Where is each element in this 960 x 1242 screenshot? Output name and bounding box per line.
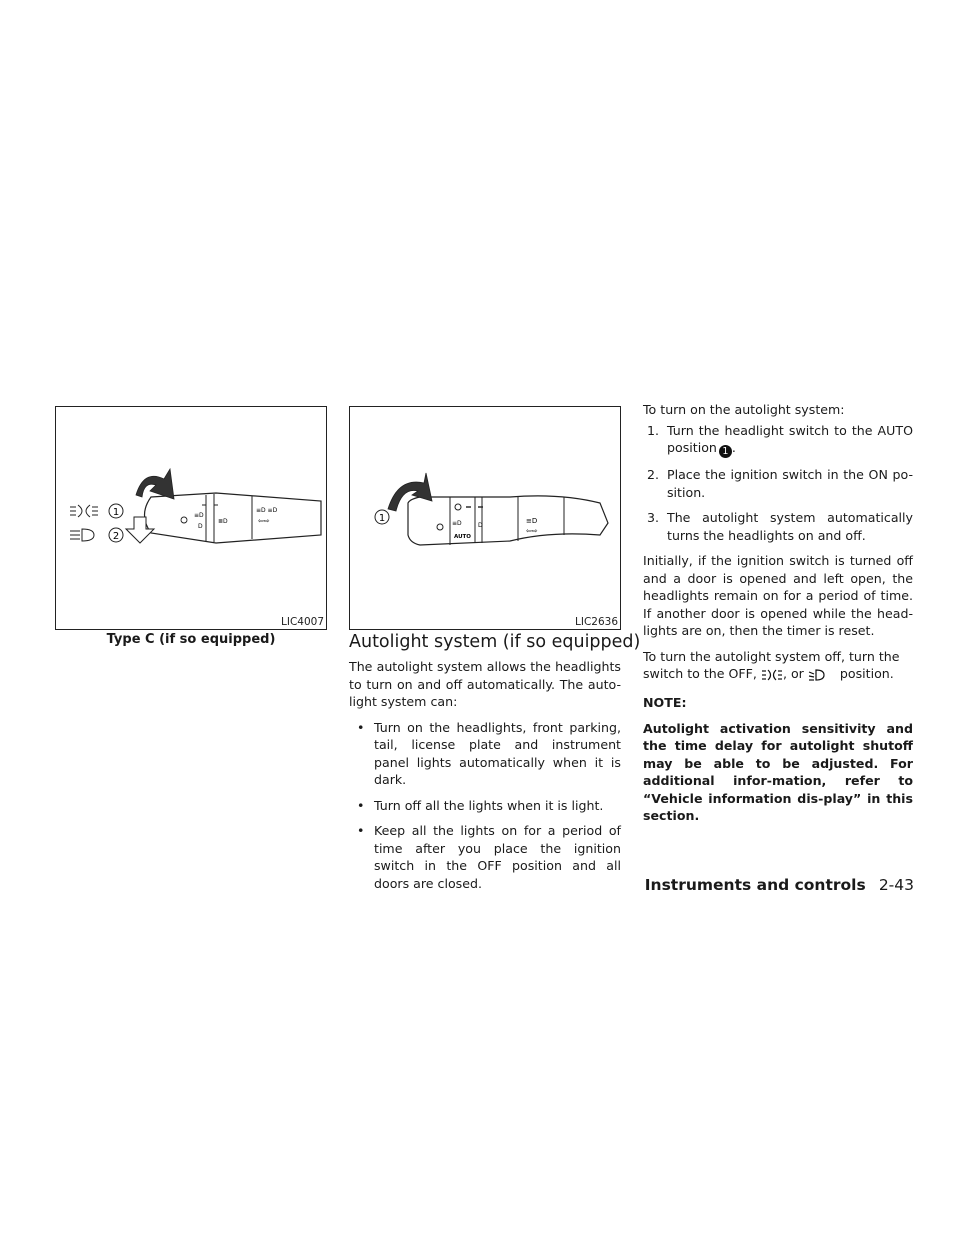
- figure-code: LIC2636: [575, 616, 618, 628]
- callout-1: 1: [112, 507, 120, 518]
- page-number: 2-43: [878, 876, 914, 894]
- auto-label: AUTO: [454, 534, 471, 540]
- callout-1: 1: [719, 445, 732, 458]
- list-item: • Keep all the lights on for a period of time after you place the ignition switch in the OFF position and all doors are closed.: [357, 823, 621, 891]
- list-item: • Turn off all the lights when it is light.: [357, 797, 604, 813]
- headlight-icon: [808, 668, 826, 682]
- timer-paragraph: Initially, if the ignition switch is turned off and a door is opened and left open, the headlights remain on for a period of time. If another door is opened while the head-lights are on, then the timer is reset.: [643, 553, 913, 638]
- figure-type-c-lever: [55, 406, 327, 630]
- footer-section-title: Instruments and controls: [644, 876, 866, 894]
- note-body: Autolight activation sensitivity and the time delay for autolight shutoff may be able to be adjusted. For additional infor-mation, refer to “Vehicle information dis-play” in this section.: [643, 720, 913, 823]
- svg-text:⇦⇨: ⇦⇨: [258, 517, 270, 525]
- svg-text:≡D ≡D: ≡D ≡D: [256, 507, 278, 514]
- svg-text:D: D: [198, 523, 203, 530]
- svg-text:≡D: ≡D: [194, 512, 204, 519]
- right-column: [643, 401, 913, 825]
- page-footer: [600, 875, 914, 894]
- svg-text:≡D: ≡D: [452, 520, 462, 527]
- bullet-marker: •: [357, 719, 365, 735]
- svg-text:⇦⇨: ⇦⇨: [526, 527, 538, 535]
- section-heading: Autolight system (if so equipped): [349, 632, 641, 652]
- svg-text:≡D: ≡D: [526, 517, 538, 525]
- bullet-marker: •: [357, 797, 365, 813]
- steps-list: [643, 422, 913, 545]
- note-title: NOTE:: [643, 694, 687, 710]
- bullet-marker: •: [357, 823, 365, 838]
- headlight-lever-illustration: [56, 407, 326, 629]
- middle-column: [349, 632, 641, 900]
- off-paragraph: To turn the autolight system off, turn the switch to the OFF, , or position.: [643, 648, 900, 681]
- list-item: 3. The autolight system automatically turns the headlights on and off.: [647, 510, 913, 543]
- figure-autolight-lever: [349, 406, 621, 630]
- callout-1: 1: [378, 513, 386, 524]
- autolight-lever-illustration: [350, 407, 620, 629]
- figure-caption: Type C (if so equipped): [106, 632, 276, 647]
- steps-intro: To turn on the autolight system:: [643, 402, 845, 417]
- bullet-list: [349, 719, 621, 893]
- list-item: 1. Turn the headlight switch to the AUTO position 1 .: [647, 422, 913, 457]
- callout-2: 2: [112, 531, 120, 542]
- parking-light-icon: [761, 668, 783, 682]
- svg-text:D: D: [478, 522, 483, 529]
- svg-text:≣D: ≣D: [218, 518, 228, 525]
- list-item: 2. Place the ignition switch in the ON po-sition.: [647, 467, 913, 500]
- list-item: • Turn on the headlights, front parking, tail, license plate and instrument panel lights automatically when it is dark.: [357, 719, 621, 787]
- figure-code: LIC4007: [281, 616, 324, 628]
- intro-paragraph: The autolight system allows the headlights to turn on and off automatically. The auto-light system can:: [349, 659, 621, 709]
